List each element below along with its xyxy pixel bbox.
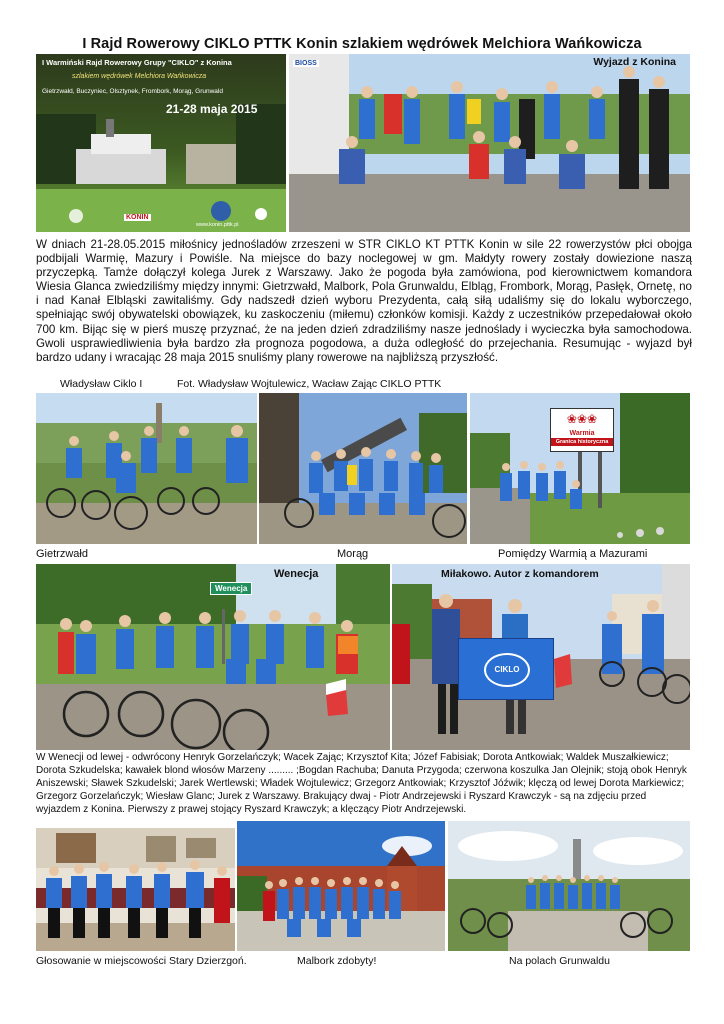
departure-konin-photo <box>289 54 690 232</box>
caption-malbork: Malbork zdobyty! <box>297 955 377 967</box>
ciklo-banner-text: CIKLO <box>484 653 530 687</box>
wenecja-photo <box>36 564 390 750</box>
konin-logo: KONIN <box>126 214 149 221</box>
departure-label: Wyjazd z Konina <box>593 56 676 68</box>
rally-poster-photo <box>36 54 286 232</box>
ciklo-banner <box>458 638 554 700</box>
caption-grunwald: Na polach Grunwaldu <box>509 955 610 967</box>
poster-dates: 21-28 maja 2015 <box>166 102 258 116</box>
poster-line2: szlakiem wędrówek Melchiora Wańkowicza <box>72 73 207 80</box>
warmia-mazury-photo <box>470 393 690 544</box>
stary-dzierzgon-photo <box>36 828 235 951</box>
wenecja-road-sign: Wenecja <box>210 582 252 595</box>
morag-photo <box>259 393 467 544</box>
author-name: Władysław Ciklo I <box>60 378 143 390</box>
intro-paragraph: W dniach 21-28.05.2015 miłośnicy jednośladów zrzeszeni w STR CIKLO KT PTTK Konin w sile 22 rowerzystów płci obojga podbijali Warmię, Mazury i Powiśle. Na miejsce do bazy noclegowej w gm. Małdyty rowery zostały dowiezione naszą przyczepką. Tamże dołączył kolega Jurek z Warszawy. Jako że pogoda była zamówiona, pod kierownictwem komandora Wiesia Glanca zwiedziliśmy między innymi: Gietrzwałd, Malbork, Pola Grunwaldu, Elbląg, Frombork, Morąg, Pasłęk, Ornetę, no i nad Kanał Elbląski zawitaliśmy. Gdy nadszedł dzień wyboru Prezydenta, całą siłą udaliśmy się do lokalu wyborczego, spełniając swój obywatelski obowiązek, ku zaskoczeniu (miłemu) członków komisji. Każdy z uczestników przepedałował około 700 km. Bijąc się w pierś muszę przyznać, że na jeden dzień zdradziliśmy nasze jednoślady i wycieczka była samochodowa. Gwoli usprawiedliwienia była bardzo zła prognoza pogodowa, a duża odległość do przejechania. Resumując - wyjazd był bardzo udany i wracając 28 maja 2015 snuliśmy plany rowerowe na najbliższą przyszłość. <box>36 238 692 364</box>
wenecja-names-paragraph: W Wenecji od lewej - odwrócony Henryk Gorzelańczyk; Wacek Zając; Krzysztof Kita; Józef Fabisiak; Dorota Antkowiak; Waldek Muszałkiewicz; Dorota Szkudelska; kawałek blond włosów Marzeny ......... ;Bogdan Rachuba; Danuta Przygoda; czerwona koszulka Jan Olejnik; stoją obok Henryk Aniszewski; Sławek Szkudelski; Jarek Wertlewski; Władek Wojtulewicz; Grzegorz Antkowiak; Krzysztof Jóźwik; klęczą od lewej Dorota Markiewicz; Grzegorz Gorzelańczyk; Wiesław Glanc; Jurek z Warszawy. Brakujący dwaj - Piotr Andrzejewski i Ryszard Krawczyk - są na zdjęciu przed wyjazdem z Konina. Pierwszy z prawej stojący Ryszard Krawczyk; a klęczący Piotr Andrzejewski. <box>36 752 687 815</box>
caption-gietrzwald: Gietrzwałd <box>36 548 88 560</box>
milakowo-photo <box>392 564 690 750</box>
poster-route: Gietrzwałd, Buczyniec, Olsztynek, Frombork, Morąg, Grunwald <box>42 88 223 95</box>
caption-morag: Morąg <box>337 548 369 560</box>
photo-credit: Fot. Władysław Wojtulewicz, Wacław Zając CIKLO PTTK <box>177 378 442 390</box>
caption-stary-dzierzgon: Głosowanie w miejscowości Stary Dzierzgoń. <box>36 955 247 967</box>
poster-url: www.konin.pttk.pl <box>196 222 239 228</box>
poster-line1: I Warmiński Rajd Rowerowy Grupy "CIKLO" z Konina <box>42 58 232 67</box>
caption-warmia-mazury: Pomiędzy Warmią a Mazurami <box>498 548 648 560</box>
warmia-sign-line2: Granica historyczna <box>551 438 613 446</box>
warmia-sign-line1: Warmia <box>569 430 595 437</box>
malbork-photo <box>237 821 445 951</box>
wenecja-label: Wenecja <box>274 568 319 580</box>
bus-text: BIOSS <box>295 60 317 67</box>
gietrzwald-photo <box>36 393 257 544</box>
milakowo-label: Miłakowo. Autor z komandorem <box>441 568 599 580</box>
warmia-border-sign: ❀❀❀ Warmia Granica historyczna <box>550 408 614 452</box>
page-title: I Rajd Rowerowy CIKLO PTTK Konin szlakiem wędrówek Melchiora Wańkowicza <box>82 36 642 52</box>
grunwald-photo <box>448 821 690 951</box>
